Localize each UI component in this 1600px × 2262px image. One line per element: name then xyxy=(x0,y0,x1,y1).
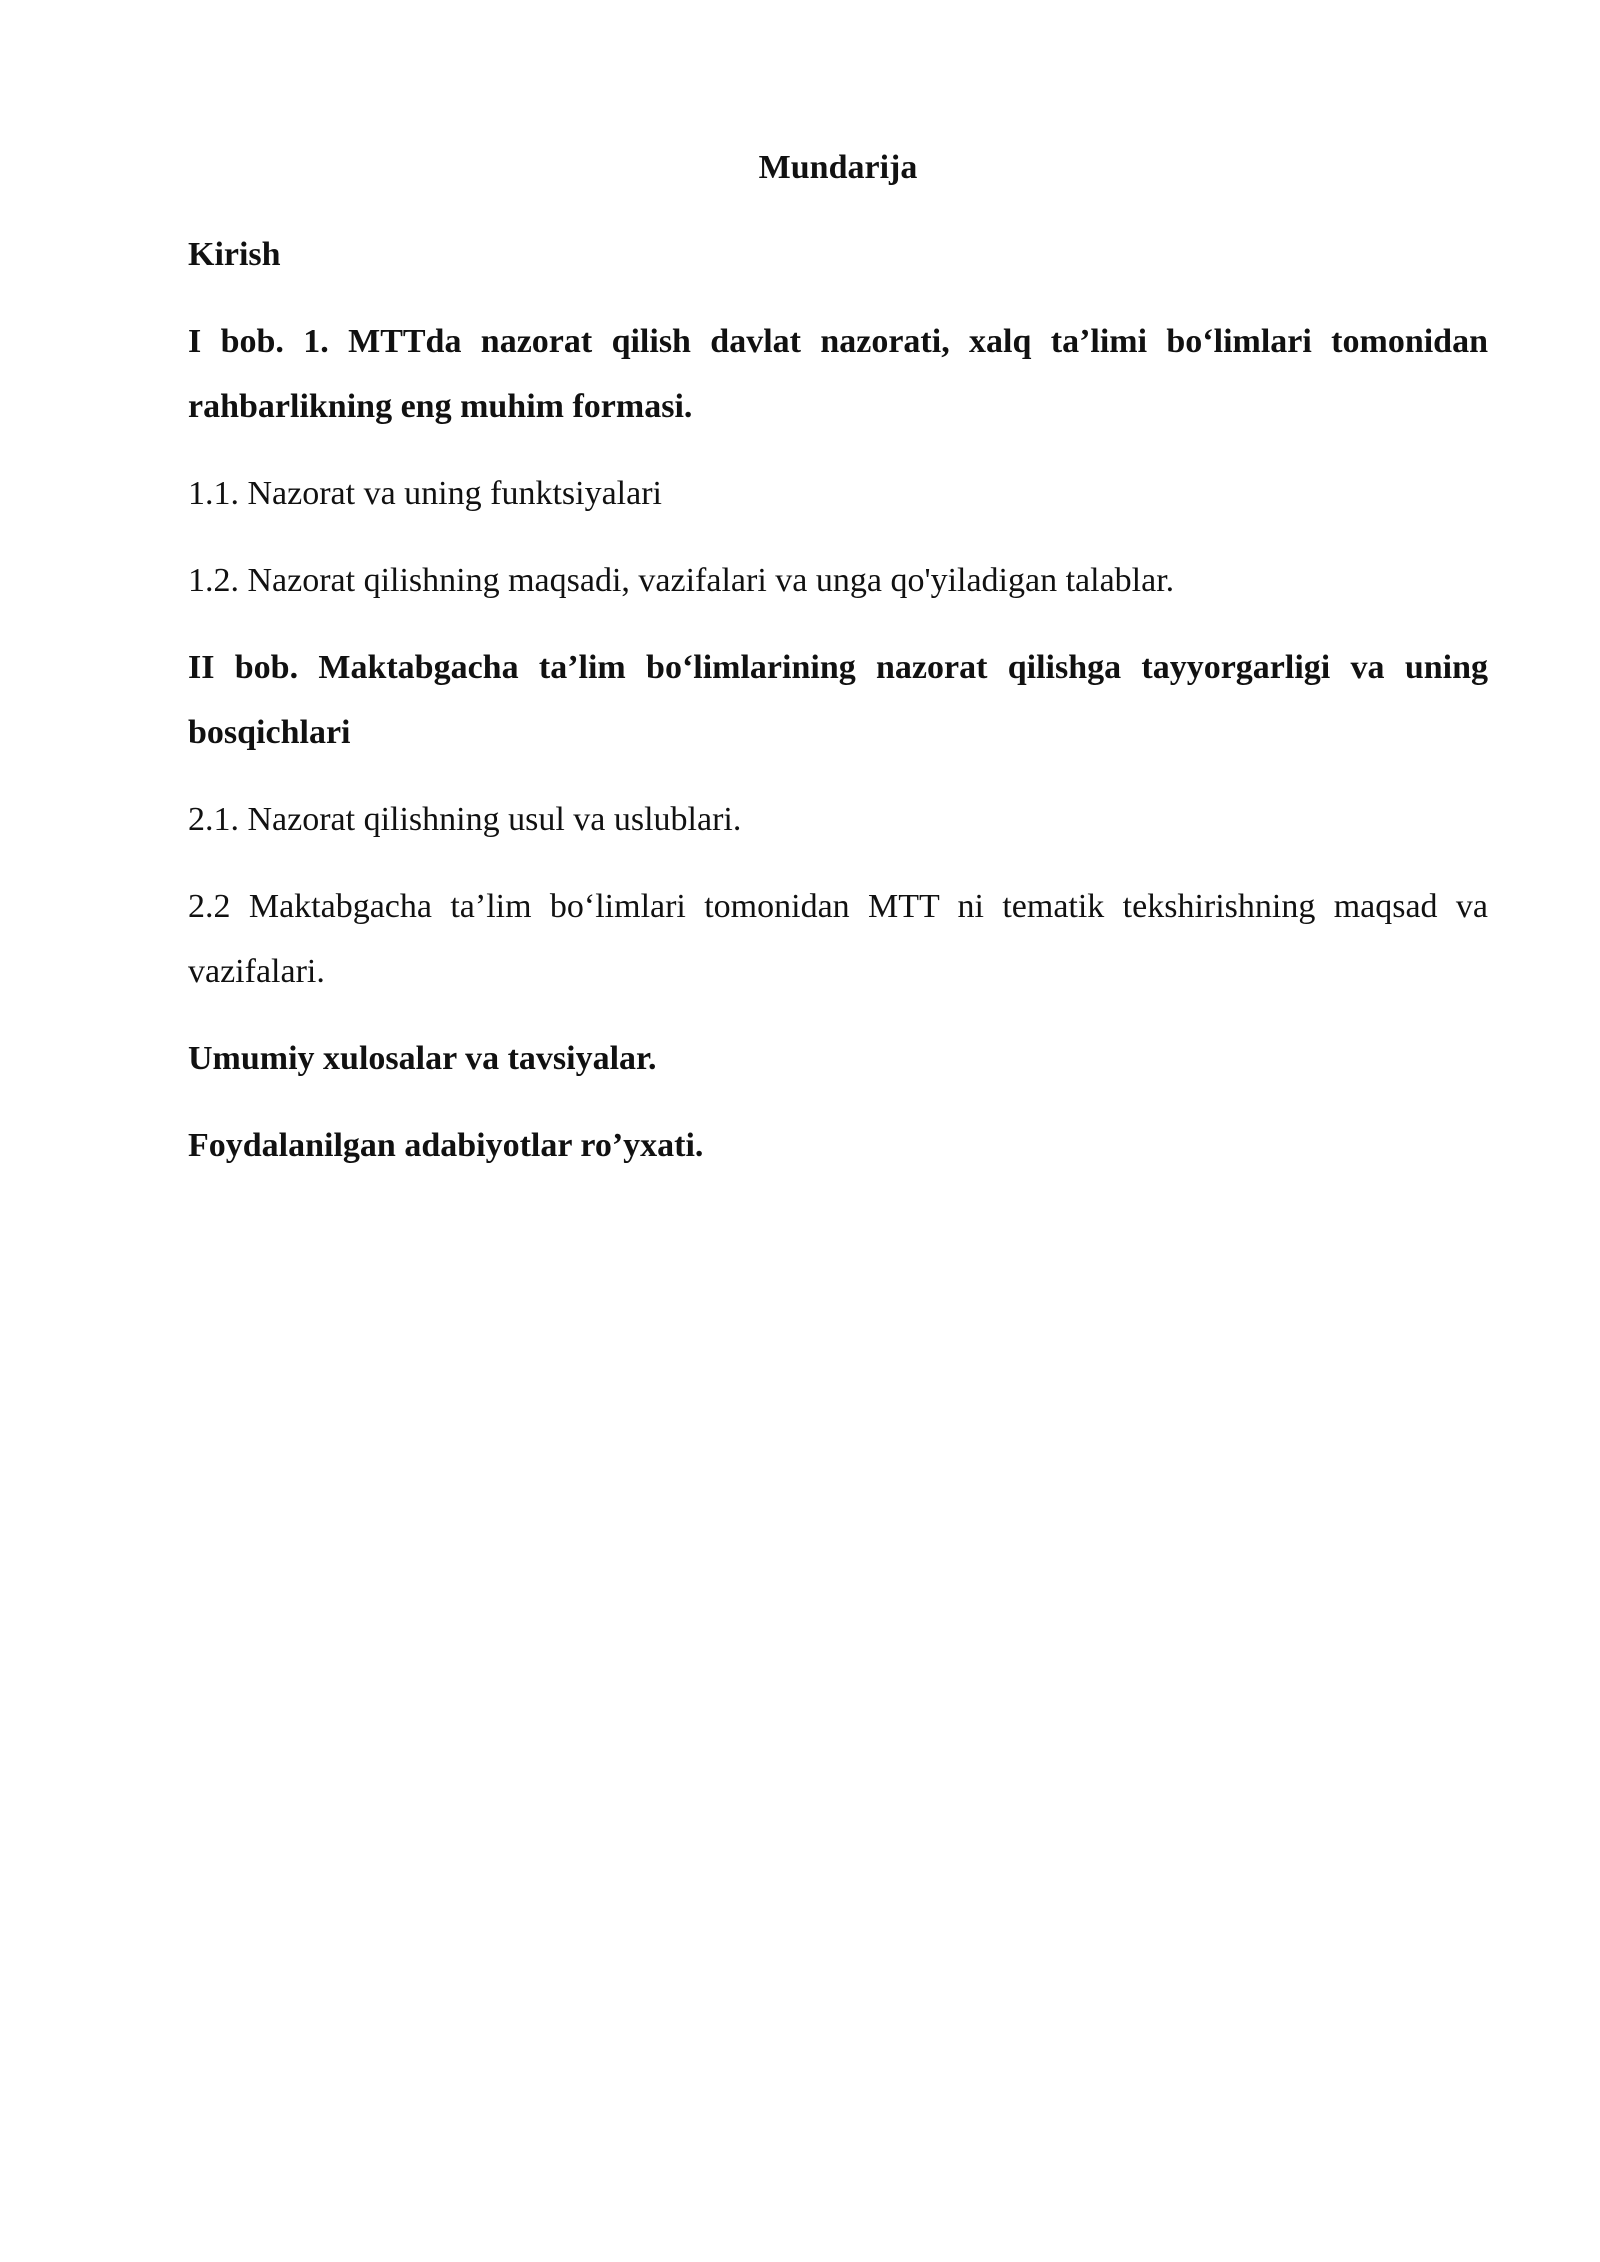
toc-entry-introduction: Kirish xyxy=(188,236,281,273)
toc-entry-section-2-1: 2.1. Nazorat qilishning usul va uslublari. xyxy=(188,801,742,838)
toc-entry-chapter-2: II bob. Maktabgacha ta’lim bo‘limlarining nazorat qilishga tayyorgarligi va uning bosqichlari xyxy=(188,649,1488,751)
toc-entry-section-2-2: 2.2 Maktabgacha ta’lim bo‘limlari tomonidan MTT ni tematik tekshirishning maqsad va vazifalari. xyxy=(188,888,1488,990)
toc-entry-references: Foydalanilgan adabiyotlar ro’yxati. xyxy=(188,1127,704,1164)
toc-title: Mundarija xyxy=(758,149,918,186)
toc-entry-section-1-2: 1.2. Nazorat qilishning maqsadi, vazifalari va unga qo'yiladigan talablar. xyxy=(188,562,1175,599)
toc-entry-chapter-1: I bob. 1. MTTda nazorat qilish davlat nazorati, xalq ta’limi bo‘limlari tomonidan rahbarlikning eng muhim formasi. xyxy=(188,323,1488,425)
table-of-contents xyxy=(188,135,1488,1200)
toc-entry-section-1-1: 1.1. Nazorat va uning funktsiyalari xyxy=(188,475,662,512)
toc-entry-conclusions: Umumiy xulosalar va tavsiyalar. xyxy=(188,1040,657,1077)
